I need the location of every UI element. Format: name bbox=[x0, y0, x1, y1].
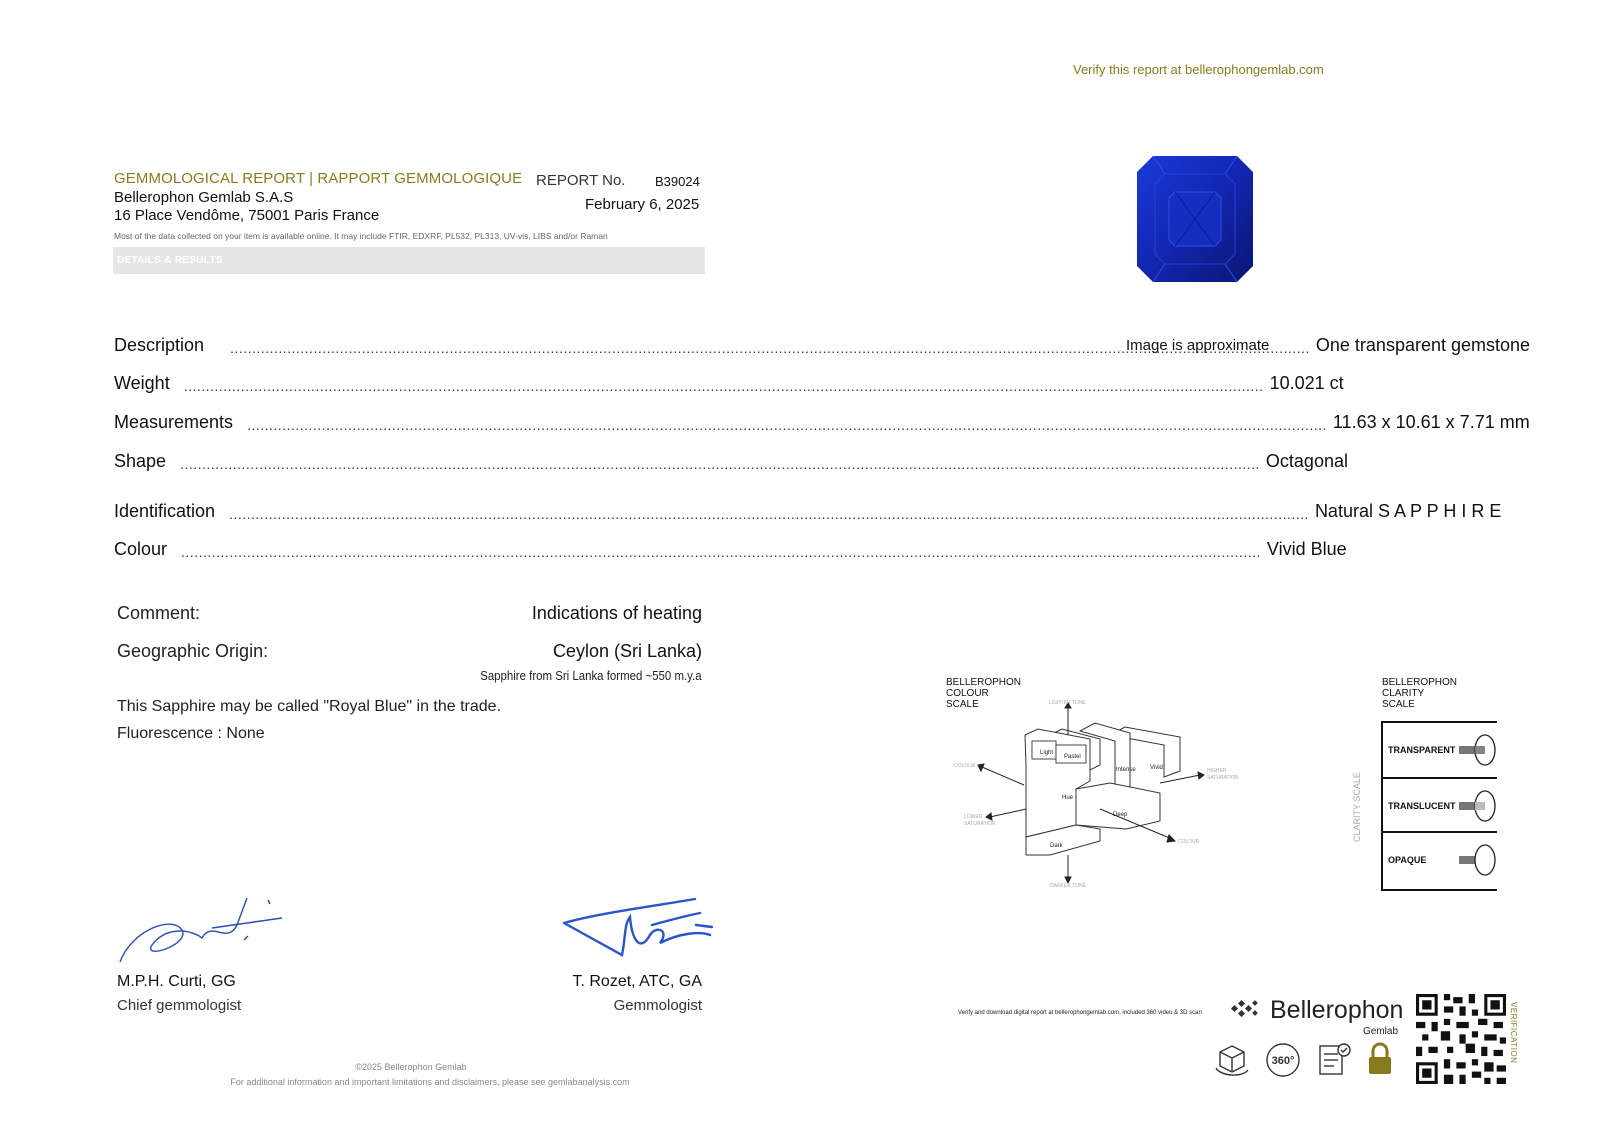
signatory-1-role: Chief gemmologist bbox=[117, 997, 242, 1014]
detail-value: Octagonal bbox=[1265, 451, 1348, 471]
copyright: ©2025 Bellerophon Gemlab bbox=[355, 1062, 467, 1072]
leader-dots bbox=[184, 378, 1264, 394]
origin-value: Ceylon (Sri Lanka) bbox=[552, 641, 702, 661]
clarity-row-opaque bbox=[1383, 831, 1497, 887]
lock-icon bbox=[1364, 1040, 1396, 1080]
label-lower-saturation-2: SATURATION bbox=[964, 821, 996, 827]
detail-label: Weight bbox=[114, 373, 170, 393]
data-disclaimer: Most of the data collected on your item is available online. It may include FTIR, EDXRF, PL532, PL313, UV-vis, LIBS and/or Raman bbox=[114, 231, 608, 241]
digital-report-note: Verify and download digital report at bellerophongemlab.com, included 360 video & 3D scan bbox=[958, 1010, 1202, 1016]
gemstone-image bbox=[1135, 154, 1255, 284]
origin-note: Sapphire from Sri Lanka formed ~550 m.y.a bbox=[480, 668, 702, 683]
image-note: Image is approximate bbox=[1126, 337, 1270, 354]
label-higher-saturation-1: HIGHER bbox=[1207, 768, 1227, 774]
3d-scan-icon[interactable] bbox=[1212, 1040, 1252, 1080]
colour-scale-diagram bbox=[950, 700, 1240, 890]
comment-value: Indications of heating bbox=[531, 603, 702, 623]
clarity-level-label: TRANSPARENT bbox=[1388, 745, 1456, 755]
lab-address: 16 Place Vendôme, 75001 Paris France bbox=[114, 207, 380, 224]
ellipse-light-icon bbox=[1457, 733, 1497, 767]
block-vivid: Vivid bbox=[1150, 765, 1163, 771]
leader-dots bbox=[180, 456, 1260, 472]
block-hue: Hue bbox=[1062, 795, 1074, 801]
brand-name: Bellerophon bbox=[1270, 996, 1404, 1024]
label-lower-saturation-1: LOWER bbox=[964, 814, 983, 820]
detail-row-measurements bbox=[114, 409, 1530, 433]
trade-note: This Sapphire may be called "Royal Blue" in the trade. bbox=[117, 698, 502, 715]
detail-label: Identification bbox=[114, 501, 216, 521]
detail-value: Natural S A P P H I R E bbox=[1314, 501, 1502, 521]
block-deep: Deep bbox=[1113, 812, 1128, 818]
detail-value: One transparent gemstone bbox=[1315, 335, 1531, 355]
detail-row-shape bbox=[114, 448, 1348, 472]
verification-label: VERIFICATION bbox=[1509, 1002, 1518, 1064]
detail-label: Measurements bbox=[114, 412, 234, 432]
ellipse-partial-icon bbox=[1457, 789, 1497, 823]
signatory-2-role: Gemmologist bbox=[613, 997, 702, 1014]
report-number: B39024 bbox=[655, 174, 700, 189]
clarity-level-label: TRANSLUCENT bbox=[1388, 801, 1456, 811]
detail-row-weight bbox=[114, 370, 1344, 394]
report-title: GEMMOLOGICAL REPORT | RAPPORT GEMMOLOGIQUE bbox=[114, 170, 523, 187]
signature-rozet bbox=[560, 895, 720, 965]
detail-row-identification bbox=[114, 498, 1502, 522]
clarity-scale-title: BELLEROPHON CLARITY SCALE bbox=[1382, 677, 1458, 710]
leader-dots bbox=[181, 544, 1261, 560]
block-intense: Intense bbox=[1116, 767, 1136, 773]
detail-label: Colour bbox=[114, 539, 168, 559]
fluorescence-note: Fluorescence : None bbox=[117, 725, 265, 742]
clarity-side-label: CLARITY SCALE bbox=[1352, 772, 1362, 842]
label-colour-left: COLOUR bbox=[954, 763, 976, 769]
360-video-icon[interactable] bbox=[1263, 1040, 1303, 1080]
bellerophon-logo-icon bbox=[1230, 998, 1264, 1022]
svg-text:360°: 360° bbox=[1271, 1055, 1295, 1067]
colour-scale-title: BELLEROPHON COLOUR SCALE bbox=[946, 677, 1022, 710]
block-dark: Dark bbox=[1050, 843, 1063, 849]
detail-value: Vivid Blue bbox=[1266, 539, 1347, 559]
clarity-row-translucent bbox=[1383, 777, 1497, 833]
origin-label: Geographic Origin: bbox=[117, 641, 269, 661]
detail-value: 11.63 x 10.61 x 7.71 mm bbox=[1332, 412, 1530, 432]
origin-row bbox=[117, 641, 702, 662]
detail-value: 10.021 ct bbox=[1269, 373, 1344, 393]
block-light: Light bbox=[1040, 750, 1054, 756]
signatory-1-name: M.P.H. Curti, GG bbox=[117, 973, 236, 990]
comment-row bbox=[117, 603, 702, 624]
block-pastel: Pastel bbox=[1064, 754, 1081, 760]
ellipse-blocked-icon bbox=[1457, 843, 1497, 877]
certificate-icon[interactable] bbox=[1314, 1040, 1354, 1080]
label-lighter-tone: LIGHTER TONE bbox=[1049, 700, 1086, 706]
signatory-2-name: T. Rozet, ATC, GA bbox=[572, 973, 702, 990]
report-date: February 6, 2025 bbox=[585, 196, 700, 213]
section-band-label: DETAILS & RESULTS bbox=[117, 255, 223, 266]
detail-label: Description bbox=[114, 335, 205, 355]
footer-info: For additional information and important limitations and disclaimers, please see gemlabanalysis.com bbox=[230, 1077, 630, 1087]
section-band bbox=[113, 247, 705, 274]
detail-label: Shape bbox=[114, 451, 167, 471]
qr-code[interactable] bbox=[1416, 994, 1506, 1084]
signature-curti bbox=[112, 890, 292, 970]
clarity-scale-box bbox=[1381, 721, 1497, 891]
label-darker-tone: DARKER TONE bbox=[1050, 883, 1086, 889]
leader-dots bbox=[229, 506, 1309, 522]
clarity-row-transparent bbox=[1383, 723, 1497, 777]
comment-label: Comment: bbox=[117, 603, 201, 623]
label-higher-saturation-2: SATURATION bbox=[1207, 775, 1239, 781]
verify-link-text[interactable]: Verify this report at bellerophongemlab.com bbox=[1073, 62, 1324, 77]
lab-name: Bellerophon Gemlab S.A.S bbox=[114, 189, 294, 206]
leader-dots bbox=[247, 417, 1327, 433]
brand-sub: Gemlab bbox=[1363, 1026, 1399, 1037]
detail-row-colour bbox=[114, 536, 1347, 560]
report-number-label: REPORT No. bbox=[536, 172, 626, 189]
label-colour-right: COLOUR bbox=[1178, 839, 1200, 845]
clarity-level-label: OPAQUE bbox=[1388, 855, 1427, 865]
